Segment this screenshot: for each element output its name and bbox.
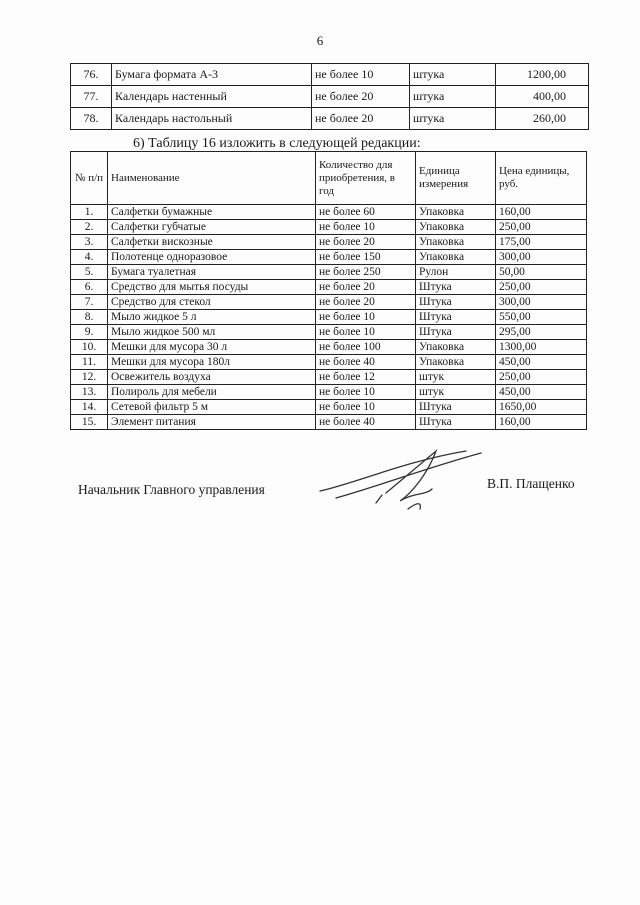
cell-quantity: не более 40 [316,415,416,430]
cell-number: 2. [71,220,108,235]
cell-number: 7. [71,295,108,310]
cell-unit: Штука [416,415,496,430]
cell-quantity: не более 12 [316,370,416,385]
cell-price: 550,00 [496,310,587,325]
cell-unit: Упаковка [416,250,496,265]
table-row [71,220,587,235]
cell-name: Календарь настольный [112,108,312,130]
cell-number: 6. [71,280,108,295]
cell-name: Средство для стекол [108,295,316,310]
cell-name: Элемент питания [108,415,316,430]
cell-name: Сетевой фильтр 5 м [108,400,316,415]
cell-number: 3. [71,235,108,250]
cell-quantity: не более 10 [316,325,416,340]
signatory-title: Начальник Главного управления [78,482,265,497]
table-row [71,385,587,400]
cell-quantity: не более 250 [316,265,416,280]
cell-name: Салфетки губчатые [108,220,316,235]
cell-unit: Упаковка [416,220,496,235]
cell-quantity: не более 20 [312,86,410,108]
table-row [71,235,587,250]
cell-number: 77. [71,86,112,108]
cell-name: Мыло жидкое 5 л [108,310,316,325]
cell-number: 11. [71,355,108,370]
cell-price: 250,00 [496,280,587,295]
cell-unit: Штука [416,295,496,310]
cell-number: 1. [71,205,108,220]
cell-name: Мыло жидкое 500 мл [108,325,316,340]
cell-price: 50,00 [496,265,587,280]
table-row [71,400,587,415]
cell-number: 4. [71,250,108,265]
cell-number: 10. [71,340,108,355]
signatory-name: В.П. Плащенко [487,476,575,491]
table-row [71,370,587,385]
cell-price: 450,00 [496,385,587,400]
cell-price: 295,00 [496,325,587,340]
header-number: № п/п [71,152,108,205]
table-row [71,250,587,265]
cell-unit: Упаковка [416,235,496,250]
cell-price: 1300,00 [496,340,587,355]
cell-number: 9. [71,325,108,340]
cell-price: 1650,00 [496,400,587,415]
table-row [71,415,587,430]
table-row [71,205,587,220]
cell-price: 160,00 [496,415,587,430]
table-row [71,280,587,295]
cell-unit: Штука [416,325,496,340]
cell-quantity: не более 20 [312,108,410,130]
cell-unit: штука [410,108,496,130]
cell-unit: Штука [416,400,496,415]
table-row [71,340,587,355]
cell-price: 1200,00 [496,64,589,86]
cell-price: 250,00 [496,220,587,235]
section-heading: 6) Таблицу 16 изложить в следующей редакции: [133,136,421,151]
cell-name: Полироль для мебели [108,385,316,400]
table-row [71,325,587,340]
cell-number: 12. [71,370,108,385]
cell-quantity: не более 10 [316,220,416,235]
table-row [71,64,589,86]
cell-quantity: не более 150 [316,250,416,265]
table-16 [70,151,587,430]
cell-name: Бумага туалетная [108,265,316,280]
cell-price: 300,00 [496,295,587,310]
previous-table [70,63,589,130]
cell-name: Календарь настенный [112,86,312,108]
table-header-row [71,152,587,205]
cell-unit: Штука [416,310,496,325]
cell-name: Полотенце одноразовое [108,250,316,265]
cell-number: 14. [71,400,108,415]
table-row [71,86,589,108]
cell-price: 175,00 [496,235,587,250]
cell-name: Освежитель воздуха [108,370,316,385]
cell-quantity: не более 10 [316,385,416,400]
cell-quantity: не более 20 [316,280,416,295]
cell-price: 260,00 [496,108,589,130]
cell-number: 78. [71,108,112,130]
cell-price: 250,00 [496,370,587,385]
table-row [71,310,587,325]
cell-name: Салфетки бумажные [108,205,316,220]
cell-number: 76. [71,64,112,86]
table-row [71,295,587,310]
header-price: Цена единицы, руб. [496,152,587,205]
cell-quantity: не более 20 [316,235,416,250]
cell-name: Мешки для мусора 180л [108,355,316,370]
cell-unit: штук [416,370,496,385]
cell-price: 450,00 [496,355,587,370]
cell-quantity: не более 10 [316,310,416,325]
cell-number: 8. [71,310,108,325]
cell-number: 13. [71,385,108,400]
cell-unit: Штука [416,280,496,295]
cell-name: Бумага формата А-3 [112,64,312,86]
header-unit: Единица измерения [416,152,496,205]
table-row [71,108,589,130]
table-row [71,265,587,280]
cell-quantity: не более 100 [316,340,416,355]
cell-unit: штука [410,86,496,108]
cell-unit: Упаковка [416,355,496,370]
cell-name: Мешки для мусора 30 л [108,340,316,355]
cell-quantity: не более 60 [316,205,416,220]
cell-price: 400,00 [496,86,589,108]
cell-name: Средство для мытья посуды [108,280,316,295]
cell-number: 5. [71,265,108,280]
cell-number: 15. [71,415,108,430]
cell-unit: Рулон [416,265,496,280]
header-quantity: Количество для приобретения, в год [316,152,416,205]
cell-price: 300,00 [496,250,587,265]
page-number: 6 [316,33,324,48]
handwritten-signature [316,443,486,518]
cell-quantity: не более 10 [316,400,416,415]
cell-unit: Упаковка [416,205,496,220]
cell-name: Салфетки вискозные [108,235,316,250]
header-name: Наименование [108,152,316,205]
cell-unit: штука [410,64,496,86]
cell-price: 160,00 [496,205,587,220]
cell-quantity: не более 40 [316,355,416,370]
table-row [71,355,587,370]
cell-quantity: не более 20 [316,295,416,310]
cell-quantity: не более 10 [312,64,410,86]
cell-unit: штук [416,385,496,400]
cell-unit: Упаковка [416,340,496,355]
